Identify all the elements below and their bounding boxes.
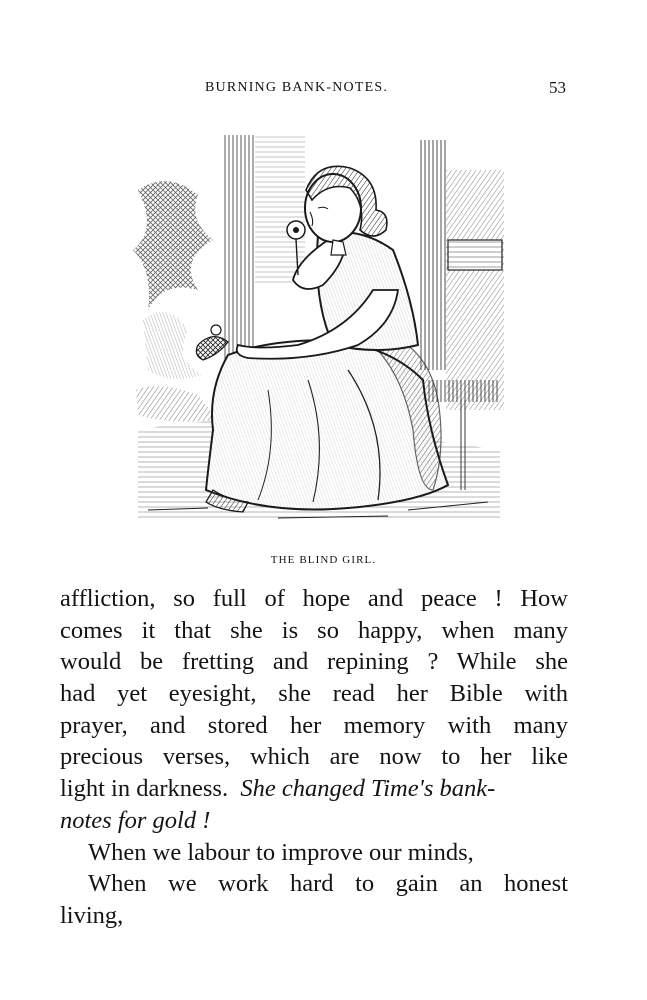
illustration-caption: THE BLIND GIRL. [270, 554, 377, 566]
text-line-7-roman: light in darkness. [60, 775, 229, 803]
blind-girl-engraving [128, 130, 508, 530]
text-line-4: had yet eyesight, she read her Bible with [60, 680, 568, 708]
body-text [60, 583, 568, 932]
text-line-7-italic: She changed Time's bank- [240, 775, 496, 803]
text-line-8: notes for gold ! [60, 806, 211, 834]
text-line-9: When we labour to improve our minds, [88, 838, 474, 866]
text-line-5: prayer, and stored her memory with many [60, 711, 568, 739]
text-line-11: living, [60, 901, 124, 929]
text-line-7 [60, 773, 568, 805]
text-line-3: would be fretting and repining ? While she [60, 648, 568, 676]
text-line-6: precious verses, which are now to her like [60, 743, 568, 771]
text-line-2: comes it that she is so happy, when many [60, 616, 568, 644]
text-line-1: affliction, so full of hope and peace ! How [60, 585, 568, 612]
running-head: BURNING BANK-NOTES. [205, 80, 389, 95]
page-number: 53 [549, 78, 566, 97]
text-line-10: When we work hard to gain an honest [88, 870, 568, 898]
